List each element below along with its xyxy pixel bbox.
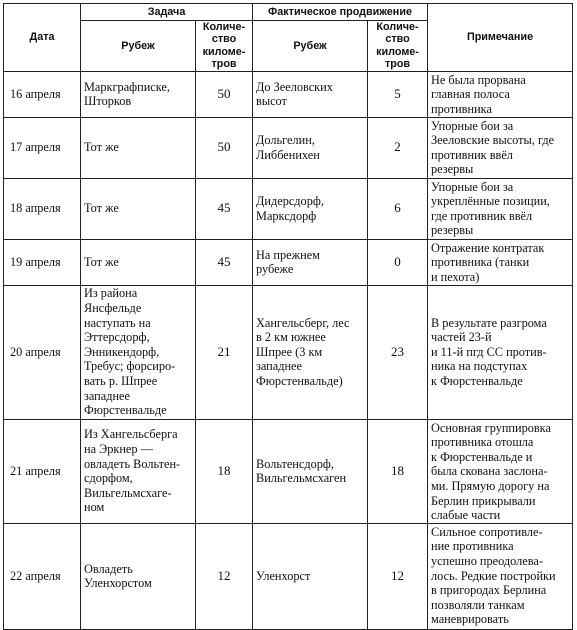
task-km-cell: 50 (196, 71, 253, 117)
task-km-cell: 18 (196, 419, 253, 523)
table-row (4, 285, 573, 419)
note-cell: Упорные бои за Зееловские высоты, где противник ввёл резервы (428, 117, 573, 178)
date-cell: 20 апреля (4, 285, 81, 419)
task-km-cell: 50 (196, 117, 253, 178)
date-cell: 22 апреля (4, 523, 81, 629)
header-actual-line: Рубеж (253, 21, 368, 72)
header-date: Дата (4, 4, 81, 72)
task-km-cell: 12 (196, 523, 253, 629)
note-cell: В результате разгрома частей 23-й и 11-й пгд СС против- ника на подступах к Фюрстенвальде (428, 285, 573, 419)
task-line-cell: Из района Янсфельде наступать на Эттерсдорф, Энникендорф, Требус; форсиро- вать р. Шпрее западнее Фюрстенвальде (81, 285, 196, 419)
task-line-cell: Овладеть Уленхорстом (81, 523, 196, 629)
task-line-cell: Из Хангельсберга на Эркнер — овладеть Вольтен- сдорфом, Вильгельмсхаге- ном (81, 419, 196, 523)
note-cell: Сильное сопротивле- ние противника успешно преодолева- лось. Редкие постройки в пригородах Берлина позволяли танкам маневрировать (428, 523, 573, 629)
note-cell: Не была прорвана главная полоса противника (428, 71, 573, 117)
header-note: Примечание (428, 4, 573, 72)
actual-km-cell: 6 (368, 178, 428, 239)
date-cell: 16 апреля (4, 71, 81, 117)
table-row (4, 117, 573, 178)
task-km-cell: 21 (196, 285, 253, 419)
table-row (4, 419, 573, 523)
actual-km-cell: 0 (368, 239, 428, 285)
header-task-line: Рубеж (81, 21, 196, 72)
header-row-groups (4, 4, 573, 21)
advance-table-container (3, 3, 573, 630)
note-cell: Отражение контратак противника (танки и пехота) (428, 239, 573, 285)
actual-line-cell: Дольгелин, Либбенихен (253, 117, 368, 178)
table-row (4, 239, 573, 285)
actual-km-cell: 5 (368, 71, 428, 117)
note-cell: Основная группировка противника отошла к Фюрстенвальде и была скована заслона- ми. Прямую дорогу на Берлин прикрывали слабые части (428, 419, 573, 523)
actual-line-cell: Дидерсдорф, Марксдорф (253, 178, 368, 239)
header-task: Задача (81, 4, 253, 21)
task-km-cell: 45 (196, 239, 253, 285)
note-cell: Упорные бои за укреплённые позиции, где противник ввёл резервы (428, 178, 573, 239)
date-cell: 21 апреля (4, 419, 81, 523)
table-row (4, 523, 573, 629)
actual-line-cell: На прежнем рубеже (253, 239, 368, 285)
header-actual: Фактическое продвижение (253, 4, 428, 21)
header-actual-km: Количе- ство киломе- тров (368, 21, 428, 72)
date-cell: 18 апреля (4, 178, 81, 239)
actual-km-cell: 18 (368, 419, 428, 523)
task-line-cell: Маркграфписке, Шторков (81, 71, 196, 117)
actual-line-cell: Уленхорст (253, 523, 368, 629)
actual-km-cell: 2 (368, 117, 428, 178)
table-row (4, 71, 573, 117)
header-task-km: Количе- ство киломе- тров (196, 21, 253, 72)
task-line-cell: Тот же (81, 239, 196, 285)
table-row (4, 178, 573, 239)
advance-table (3, 3, 573, 630)
task-km-cell: 45 (196, 178, 253, 239)
date-cell: 17 апреля (4, 117, 81, 178)
task-line-cell: Тот же (81, 117, 196, 178)
actual-km-cell: 12 (368, 523, 428, 629)
date-cell: 19 апреля (4, 239, 81, 285)
actual-line-cell: До Зееловских высот (253, 71, 368, 117)
actual-km-cell: 23 (368, 285, 428, 419)
actual-line-cell: Хангельсберг, лес в 2 км южнее Шпрее (3 км западнее Фюрстенвальде) (253, 285, 368, 419)
task-line-cell: Тот же (81, 178, 196, 239)
actual-line-cell: Вольтенсдорф, Вильгельмсхаген (253, 419, 368, 523)
